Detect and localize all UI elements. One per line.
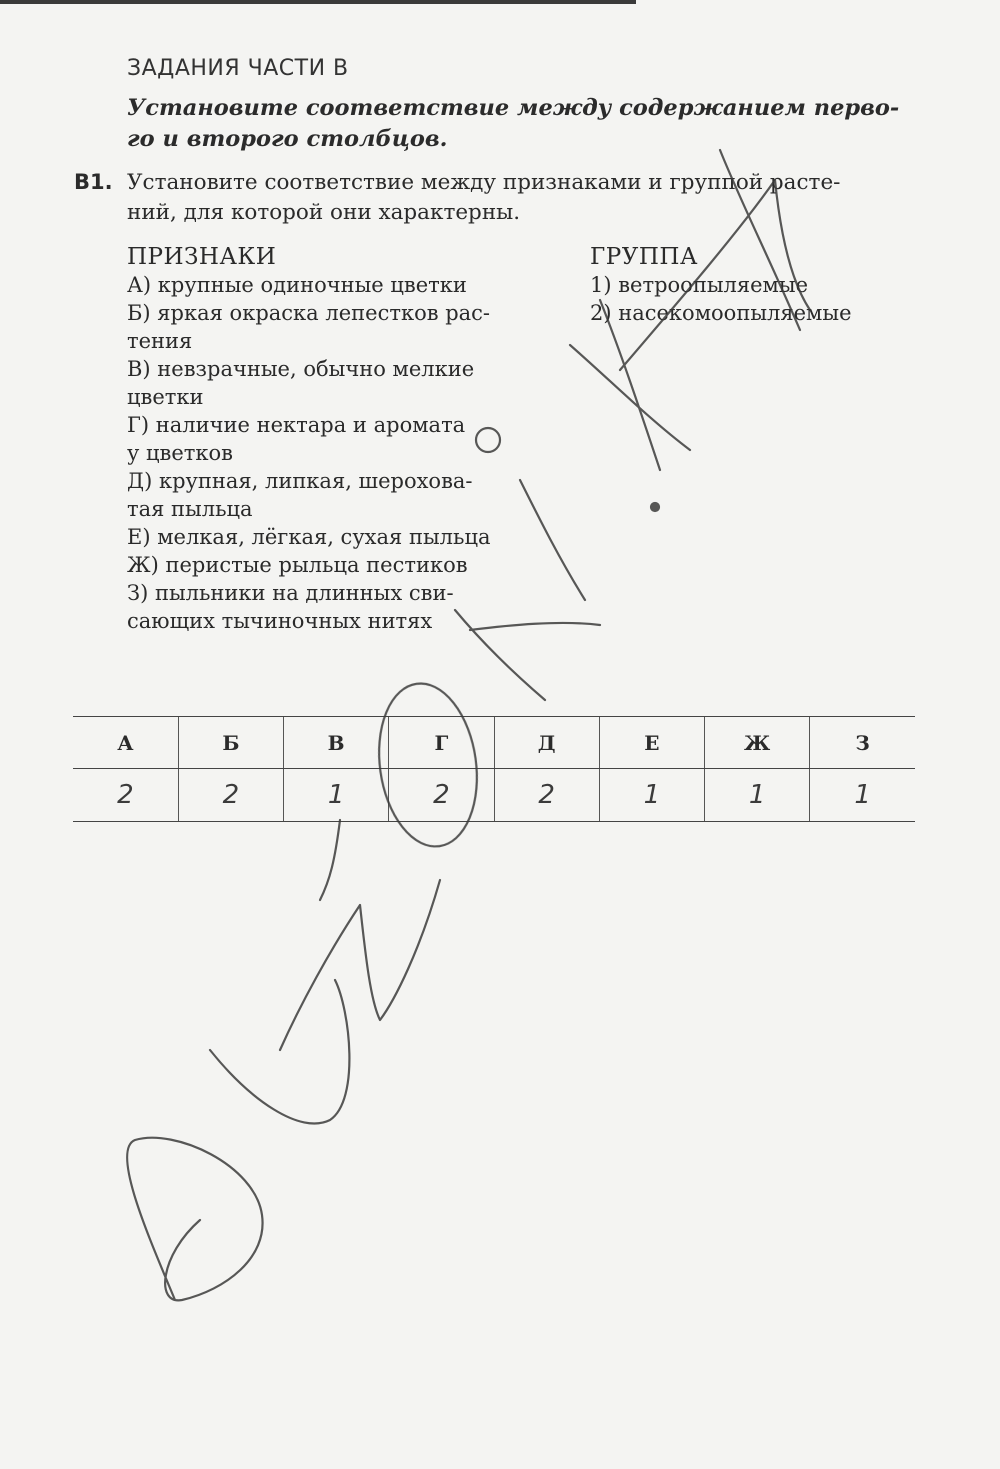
answer-table-value-row [73, 769, 915, 822]
sign-item-d: Д) крупная, липкая, шерохова- тая пыльца [127, 469, 473, 521]
answer-header-cell: А [73, 717, 178, 769]
groups-column [590, 243, 920, 327]
answer-header-cell: Г [389, 717, 494, 769]
sign-item-z: З) пыльники на длинных сви- сающих тычиночных нитях [127, 581, 454, 633]
sign-item-a: А) крупные одиночные цветки [127, 273, 467, 297]
top-border-line [0, 0, 636, 4]
answer-value-cell[interactable]: 1 [705, 769, 810, 822]
task-text: Установите соответствие между признаками и группой расте- ний, для которой они характерны. [127, 170, 841, 225]
sign-item-zh: Ж) перистые рыльца пестиков [127, 553, 468, 577]
answer-value-cell[interactable]: 1 [810, 769, 915, 822]
answer-value-cell[interactable]: 2 [494, 769, 599, 822]
answer-header-cell: Д [494, 717, 599, 769]
signs-column [127, 243, 547, 635]
signs-header: ПРИЗНАКИ [127, 244, 277, 270]
group-item-2: 2) насекомоопыляемые [590, 301, 852, 325]
answer-header-cell: Ж [705, 717, 810, 769]
answer-table-header-row [73, 717, 915, 769]
answer-header-cell: З [810, 717, 915, 769]
answer-value-cell[interactable]: 2 [178, 769, 283, 822]
group-item-1: 1) ветроопыляемые [590, 273, 809, 297]
section-heading: ЗАДАНИЯ ЧАСТИ В [127, 56, 349, 81]
task-number: B1. [74, 170, 113, 194]
answer-value-cell[interactable]: 2 [73, 769, 178, 822]
answer-header-cell: Е [599, 717, 704, 769]
sign-item-b: Б) яркая окраска лепестков рас- тения [127, 301, 491, 353]
answer-value-cell[interactable]: 1 [599, 769, 704, 822]
answer-table [73, 716, 915, 822]
sign-item-v: В) невзрачные, обычно мелкие цветки [127, 357, 475, 409]
answer-value-cell[interactable]: 1 [284, 769, 389, 822]
instruction-text: Установите соответствие между содержанием перво- го и второго столбцов. [127, 95, 900, 152]
answer-value-cell[interactable]: 2 [389, 769, 494, 822]
sign-item-e: Е) мелкая, лёгкая, сухая пыльца [127, 525, 491, 549]
answer-header-cell: Б [178, 717, 283, 769]
answer-header-cell: В [284, 717, 389, 769]
groups-header: ГРУППА [590, 244, 698, 270]
sign-item-g: Г) наличие нектара и аромата у цветков [127, 413, 466, 465]
